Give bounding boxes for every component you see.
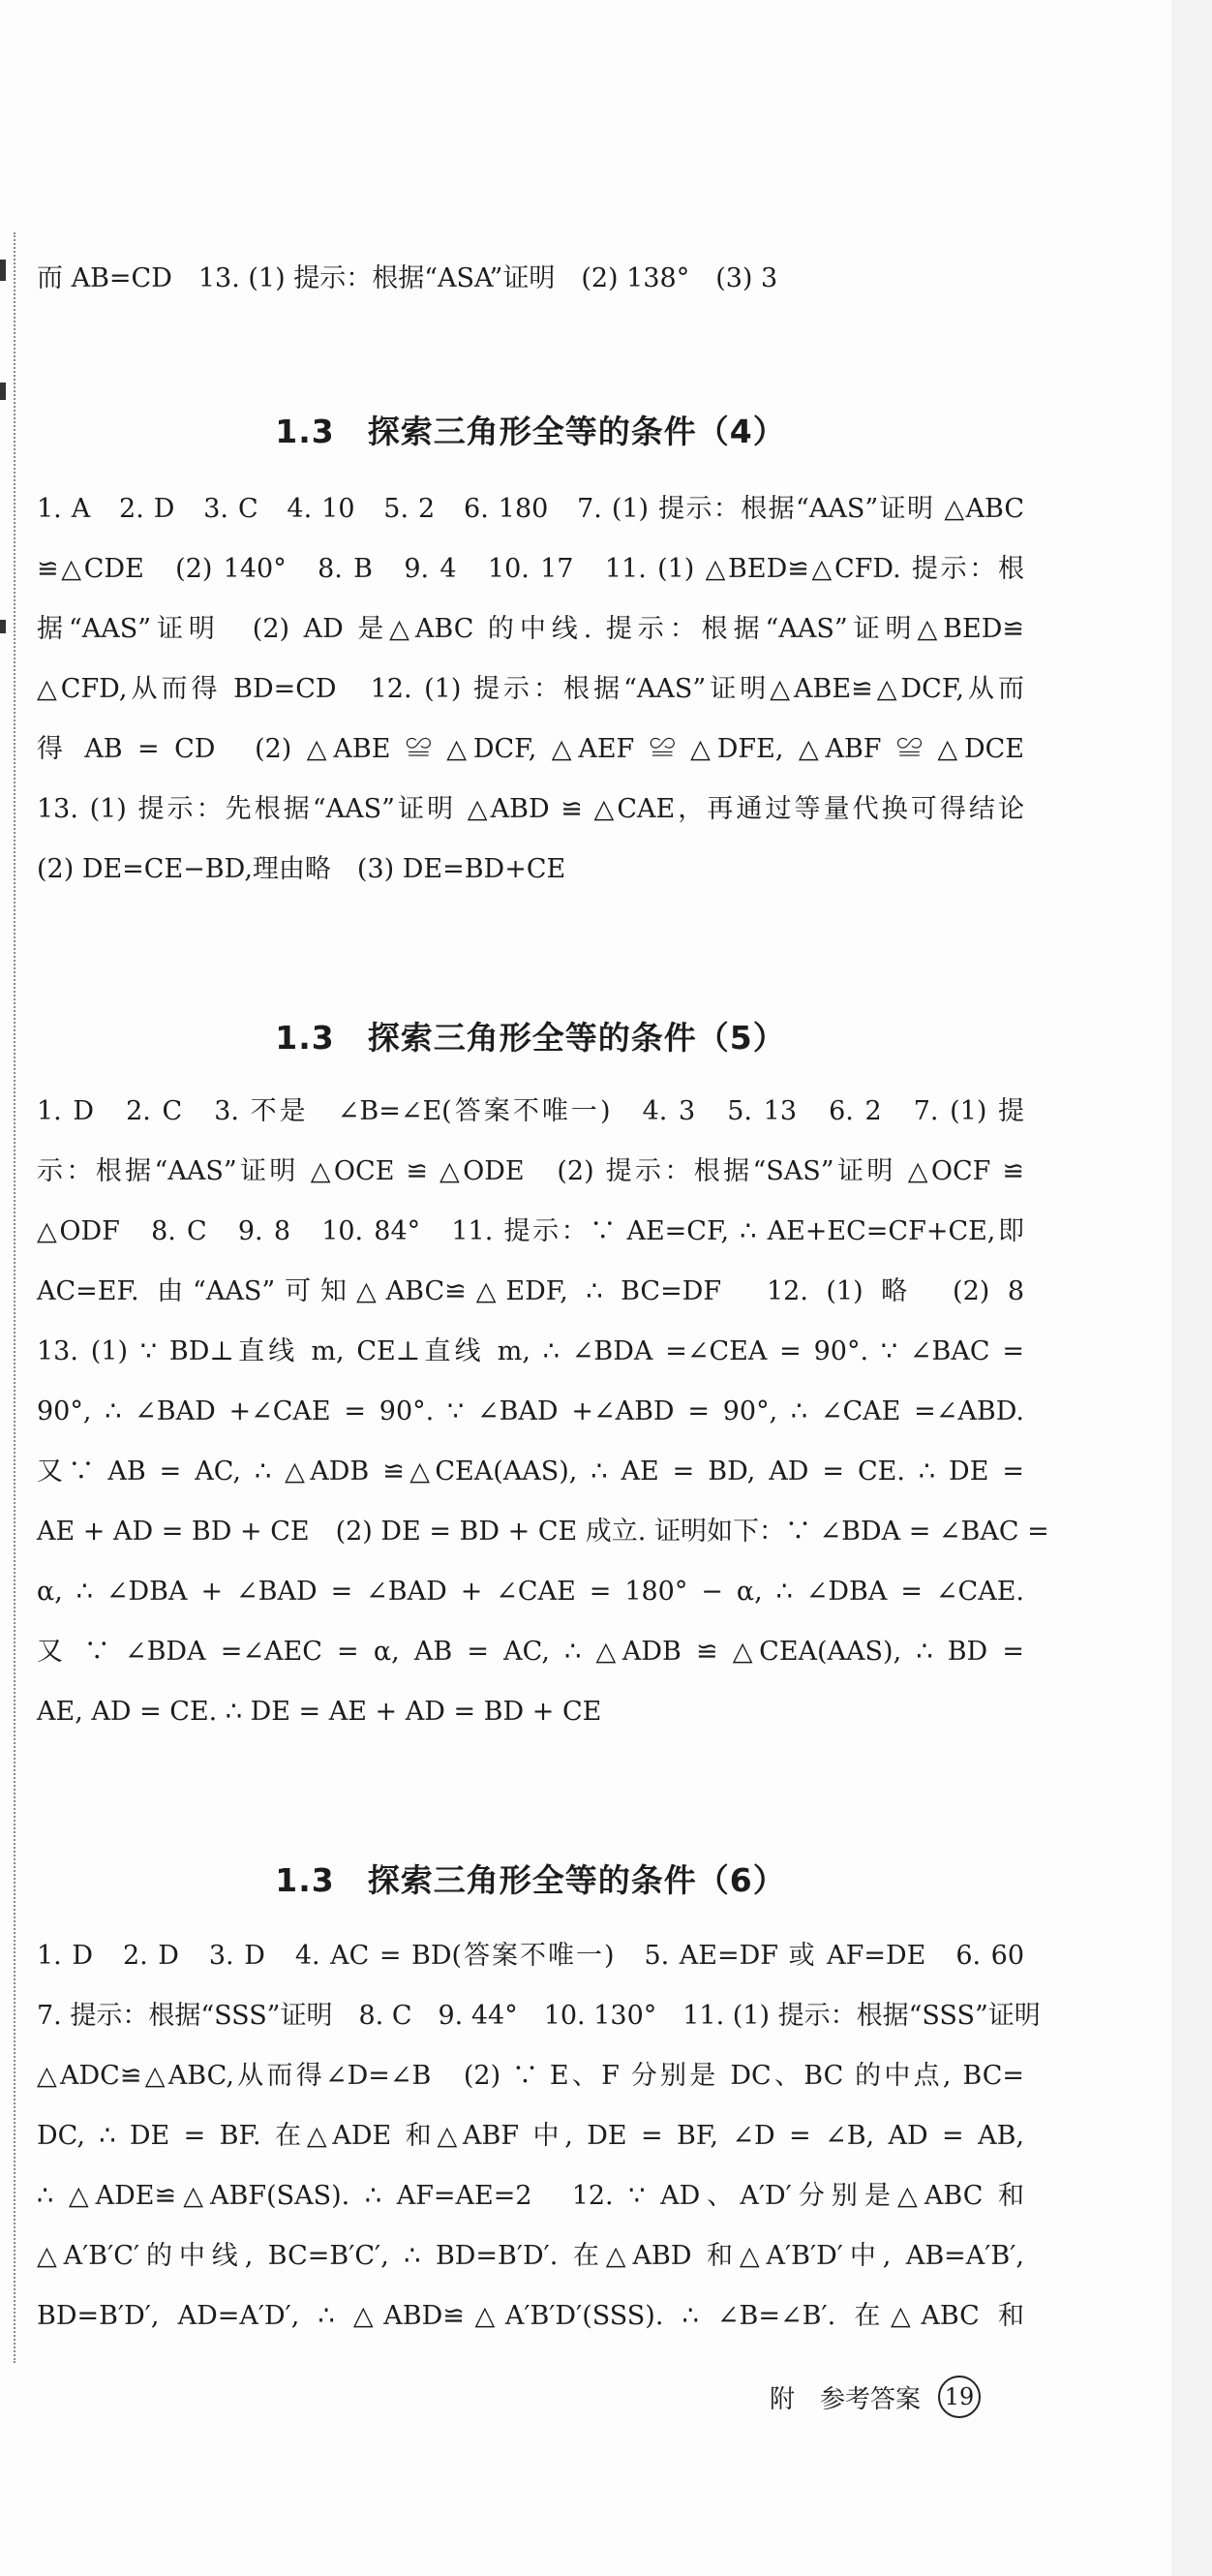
answer-line: BD=B′D′, AD=A′D′, ∴ △ABD≌△A′B′D′(SSS). ∴ ∠B=∠B′. 在△ABC 和 (37, 2301, 1024, 2331)
answer-line: 1. D 2. D 3. D 4. AC = BD(答案不唯一) 5. AE=DF 或 AF=DE 6. 60 (37, 1941, 1024, 1971)
answer-line: 又 ∵ ∠BDA =∠AEC = α, AB = AC, ∴ △ADB ≌ △CEA(AAS), ∴ BD = (37, 1637, 1024, 1667)
answer-line: AC=EF. 由“AAS”可知△ABC≌△EDF, ∴ BC=DF 12. (1) 略 (2) 8 (37, 1276, 1024, 1306)
answer-line: △ADC≌△ABC,从而得∠D=∠B (2) ∵ E、F 分别是 DC、BC 的中点, BC= (37, 2061, 1024, 2091)
answer-line: 13. (1) 提示：先根据“AAS”证明 △ABD ≌ △CAE，再通过等量代换可得结论 (37, 794, 1024, 824)
answer-line: △A′B′C′的中线, BC=B′C′, ∴ BD=B′D′. 在△ABD 和△A′B′D′中, AB=A′B′, (37, 2241, 1024, 2271)
answer-line: 示：根据“AAS”证明 △OCE ≌ △ODE (2) 提示：根据“SAS”证明 △OCF ≌ (37, 1156, 1024, 1186)
page-number: 19 (938, 2376, 981, 2418)
answer-line: DC, ∴ DE = BF. 在△ADE 和△ABF 中, DE = BF, ∠D = ∠B, AD = AB, (37, 2121, 1024, 2151)
answer-line: ∴ △ADE≌△ABF(SAS). ∴ AF=AE=2 12. ∵ AD、A′D′分别是△ABC 和 (37, 2181, 1024, 2211)
binding-dotted-line (14, 232, 15, 2363)
section-title: 1.3 探索三角形全等的条件（5） (275, 1019, 786, 1057)
section-title: 1.3 探索三角形全等的条件（4） (275, 413, 786, 450)
section-title: 1.3 探索三角形全等的条件（6） (275, 1861, 786, 1899)
answer-line: 得 AB = CD (2) △ABE ≌ △DCF, △AEF ≌ △DFE, △ABF ≌ △DCE (37, 734, 1024, 764)
answer-line: AE, AD = CE. ∴ DE = AE + AD = BD + CE (37, 1697, 602, 1727)
binding-mark (0, 383, 6, 400)
binding-mark (0, 620, 6, 633)
answer-line: 又∵ AB = AC, ∴ △ADB ≌△CEA(AAS), ∴ AE = BD, AD = CE. ∴ DE = (37, 1457, 1024, 1487)
answer-line: 13. (1) ∵ BD⊥直线 m, CE⊥直线 m, ∴ ∠BDA =∠CEA = 90°. ∵ ∠BAC = (37, 1336, 1024, 1366)
page-edge-shadow (1171, 0, 1212, 2576)
answer-line: α, ∴ ∠DBA + ∠BAD = ∠BAD + ∠CAE = 180° − α, ∴ ∠DBA = ∠CAE. (37, 1577, 1024, 1607)
answer-line: △CFD,从而得 BD=CD 12. (1) 提示：根据“AAS”证明△ABE≌△DCF,从而 (37, 674, 1024, 704)
answer-line: 90°, ∴ ∠BAD +∠CAE = 90°. ∵ ∠BAD +∠ABD = 90°, ∴ ∠CAE =∠ABD. (37, 1396, 1024, 1426)
answer-line: 7. 提示：根据“SSS”证明 8. C 9. 44° 10. 130° 11. (1) 提示：根据“SSS”证明 (37, 2001, 1041, 2031)
page-footer (770, 2373, 981, 2421)
answer-line: ≌△CDE (2) 140° 8. B 9. 4 10. 17 11. (1) △BED≌△CFD. 提示：根 (37, 554, 1024, 584)
answer-line: 据“AAS”证明 (2) AD 是△ABC 的中线. 提示：根据“AAS”证明△BED≌ (37, 614, 1024, 644)
answer-line: 而 AB=CD 13. (1) 提示：根据“ASA”证明 (2) 138° (3) 3 (37, 263, 778, 293)
answer-line: AE + AD = BD + CE (2) DE = BD + CE 成立. 证明如下：∵ ∠BDA = ∠BAC = (37, 1517, 1049, 1547)
answer-line: △ODF 8. C 9. 8 10. 84° 11. 提示：∵ AE=CF, ∴ AE+EC=CF+CE,即 (37, 1216, 1024, 1246)
answer-line: 1. D 2. C 3. 不是 ∠B=∠E(答案不唯一) 4. 3 5. 13 6. 2 7. (1) 提 (37, 1096, 1024, 1126)
answer-line: 1. A 2. D 3. C 4. 10 5. 2 6. 180 7. (1) 提示：根据“AAS”证明 △ABC (37, 494, 1024, 524)
footer-label: 附 参考答案 (770, 2384, 922, 2414)
binding-mark (0, 260, 6, 281)
answer-line: (2) DE=CE−BD,理由略 (3) DE=BD+CE (37, 854, 566, 884)
